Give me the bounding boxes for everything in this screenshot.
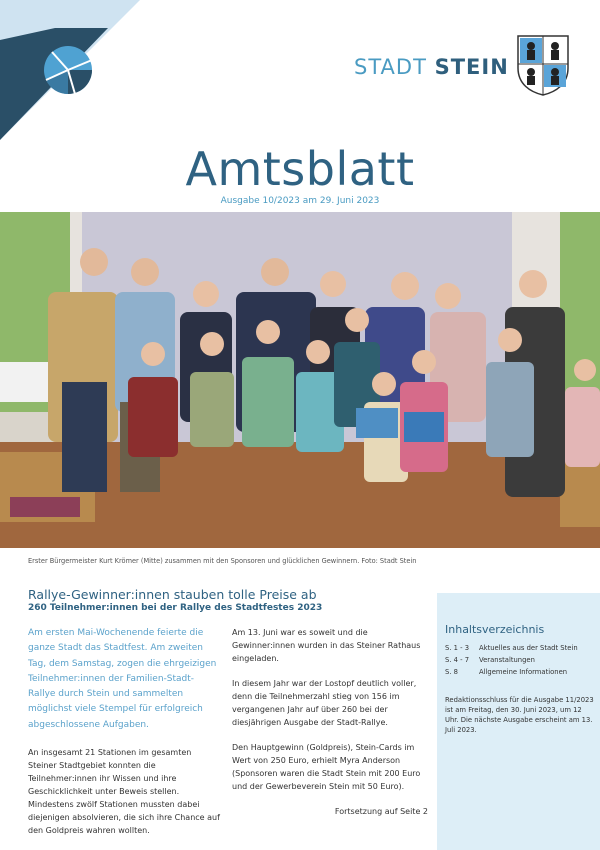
article-paragraph: An insgesamt 21 Stationen im gesamten Steiner Stadtgebiet konnten die Teilnehmer:innen ihr Wissen und ihre Geschicklichkeit unter Beweis stellen. Mindestens zwölf Stationen mussten dabei diejenigen absolvieren, die sich ihre Chance auf den Goldpreis wahren wollten. — [28, 748, 220, 836]
photo-caption: Erster Bürgermeister Kurt Krömer (Mitte) zusammen mit den Sponsoren und glücklichen Gewinnern. Foto: Stadt Stein — [28, 557, 417, 565]
article-subheadline: 260 Teilnehmer:innen bei der Rallye des Stadtfestes 2023 — [28, 603, 323, 613]
coat-of-arms-icon — [516, 34, 570, 96]
toc-item-pages: S. 1 - 3 — [445, 644, 470, 652]
toc-item[interactable] — [445, 656, 535, 664]
article-paragraph: Den Hauptgewinn (Goldpreis), Stein-Cards im Wert von 250 Euro, erhielt Myra Anderson (Sponsoren waren die Stadt Stein mit 200 Euro und der Gewerbeverein Stein mit 50 Euro). — [232, 743, 421, 791]
toc-item-label: Aktuelles aus der Stadt Stein — [479, 644, 578, 652]
toc-title: Inhaltsverzeichnis — [445, 623, 545, 636]
brand-light-text: STADT — [354, 55, 427, 79]
article-headline: Rallye-Gewinner:innen stauben tolle Preise ab — [28, 587, 317, 602]
article-paragraph: Am 13. Juni war es soweit und die Gewinner:innen wurden in das Steiner Rathaus eingeladen. — [232, 628, 421, 663]
issue-date: Ausgabe 10/2023 am 29. Juni 2023 — [220, 196, 380, 206]
toc-item-label: Allgemeine Informationen — [479, 668, 568, 676]
article-lead-paragraph: Am ersten Mai-Wochenende feierte die ganze Stadt das Stadtfest. Am zweiten Tag, dem Samstag, zogen die ehrgeizigen Teilnehmer:innen der Familien-Stadt-Rallye durch Stein und sammelten möglichst viele Stempel für erfolgreich abgeschlossene Aufgaben. — [28, 628, 217, 730]
article-column-2 — [232, 626, 428, 818]
article-column-1 — [28, 626, 220, 849]
brand-bold-text: STEIN — [434, 55, 509, 79]
city-brand-name — [354, 55, 509, 79]
toc-item-pages: S. 8 — [445, 668, 458, 676]
group-photo — [0, 212, 600, 548]
newsletter-title: Amtsblatt — [185, 142, 415, 196]
toc-item-pages: S. 4 - 7 — [445, 656, 470, 664]
article-paragraph: In diesem Jahr war der Lostopf deutlich voller, denn die Teilnehmerzahl stieg von 156 im vergangenen Jahr auf über 260 bei der diesjährigen Ausgabe der Stadt-Rallye. — [232, 679, 417, 727]
corner-logo-graphic — [0, 0, 140, 140]
continued-on-page-link[interactable]: Fortsetzung auf Seite 2 — [334, 807, 428, 816]
toc-item-label: Veranstaltungen — [479, 656, 535, 664]
toc-item[interactable] — [445, 668, 567, 676]
editorial-deadline-note: Redaktionsschluss für die Ausgabe 11/2023 ist am Freitag, den 30. Juni 2023, um 12 Uhr. Die nächste Ausgabe erscheint am 13. Juli 2023. — [445, 696, 594, 734]
table-of-contents — [437, 593, 600, 850]
toc-item[interactable] — [445, 644, 578, 652]
